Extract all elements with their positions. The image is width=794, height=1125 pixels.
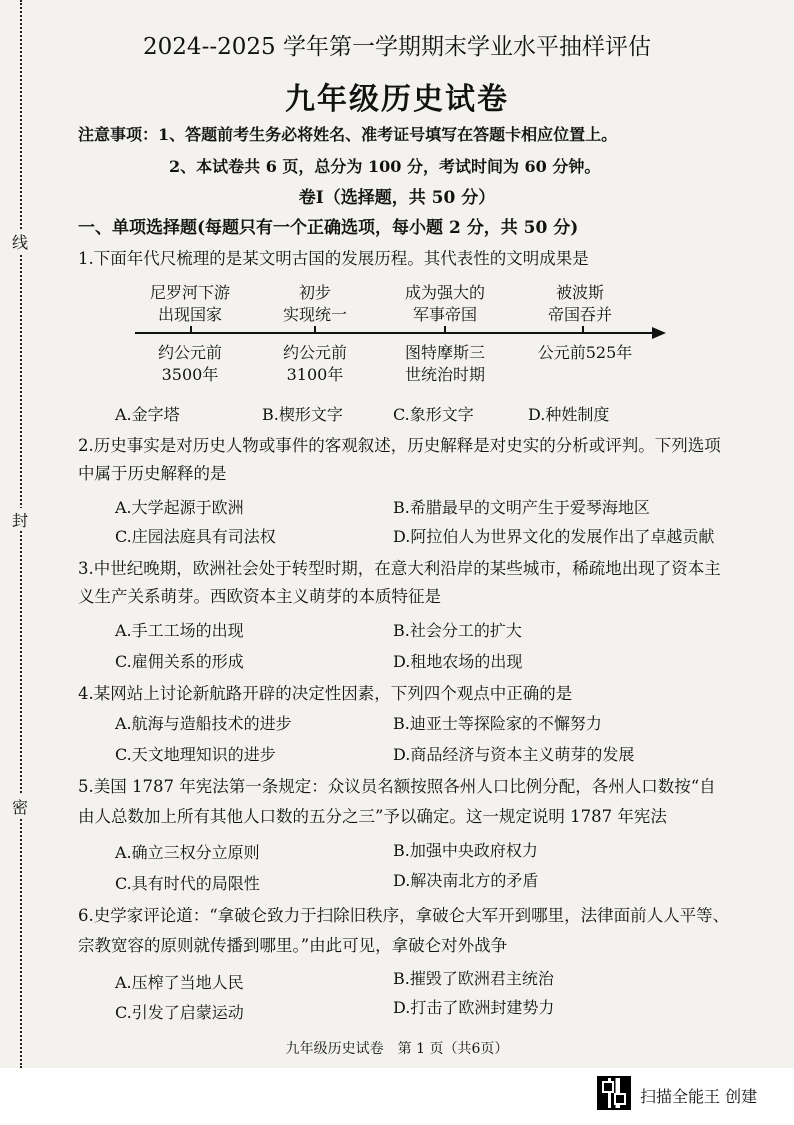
- q2-option-a[interactable]: A.大学起源于欧洲: [115, 498, 244, 517]
- page-footer: 九年级历史试卷 第 1 页（共6页）: [285, 1041, 509, 1057]
- binding-char-mi: 密: [10, 795, 30, 818]
- timeline-tick: [314, 326, 316, 333]
- exam-subtitle: 九年级历史试卷: [285, 82, 509, 117]
- timeline-event-3-label: 成为强大的 军事帝国: [404, 283, 485, 324]
- q6-option-d[interactable]: D.打击了欧洲封建势力: [393, 998, 555, 1017]
- timeline-event-4-label: 被波斯 帝国吞并: [547, 283, 612, 324]
- q6-option-b[interactable]: B.摧毁了欧洲君主统治: [393, 969, 554, 988]
- q4-option-c[interactable]: C.天文地理知识的进步: [115, 745, 276, 764]
- q5-option-b[interactable]: B.加强中央政府权力: [393, 841, 538, 860]
- q1-option-d[interactable]: D.种姓制度: [528, 405, 610, 424]
- q2-option-b[interactable]: B.希腊最早的文明产生于爱琴海地区: [393, 498, 650, 517]
- notice-line-2: 2、本试卷共 6 页，总分为 100 分，考试时间为 60 分钟。: [169, 157, 601, 176]
- timeline-tick: [190, 326, 192, 333]
- section-title: 一、单项选择题(每题只有一个正确选项，每小题 2 分，共 50 分): [78, 218, 579, 238]
- timeline-event-1-label: 尼罗河下游 出现国家: [149, 283, 230, 324]
- question-5-stem-line-1: 5.美国 1787 年宪法第一条规定：众议员名额按照各州人口比例分配，各州人口数按“自: [78, 777, 716, 796]
- scanner-watermark: 扫描全能王 创建: [640, 1087, 758, 1106]
- question-4-stem: 4.某网站上讨论新航路开辟的决定性因素，下列四个观点中正确的是: [78, 684, 573, 703]
- q1-option-b[interactable]: B.楔形文字: [262, 405, 343, 424]
- q2-option-c[interactable]: C.庄园法庭具有司法权: [115, 527, 276, 546]
- q6-option-a[interactable]: A.压榨了当地人民: [115, 973, 244, 992]
- binding-char-feng: 封: [10, 508, 30, 531]
- q5-option-a[interactable]: A.确立三权分立原则: [115, 843, 260, 862]
- notice-line-1: 注意事项：1、答题前考生务必将姓名、准考证号填写在答题卡相应位置上。: [78, 125, 618, 144]
- q3-option-c[interactable]: C.雇佣关系的形成: [115, 652, 244, 671]
- q3-option-d[interactable]: D.租地农场的出现: [393, 652, 523, 671]
- question-1-stem: 1.下面年代尺梳理的是某文明古国的发展历程。其代表性的文明成果是: [78, 249, 589, 268]
- timeline-event-2-date: 约公元前 3100年: [282, 343, 347, 384]
- binding-margin: [0, 0, 40, 1068]
- q1-option-c[interactable]: C.象形文字: [393, 405, 474, 424]
- binding-char-xian: 线: [10, 230, 30, 253]
- timeline-event-2-label: 初步 实现统一: [282, 283, 347, 324]
- question-2-stem-line-2: 中属于历史解释的是: [78, 464, 227, 483]
- timeline-event-1-date: 约公元前 3500年: [157, 343, 222, 384]
- question-2-stem-line-1: 2.历史事实是对历史人物或事件的客观叙述，历史解释是对史实的分析或评判。下列选项: [78, 436, 721, 455]
- timeline-arrow-icon: [652, 327, 666, 339]
- exam-title: 2024--2025 学年第一学期期末学业水平抽样评估: [143, 34, 651, 60]
- q5-option-d[interactable]: D.解决南北方的矛盾: [393, 871, 539, 890]
- timeline-event-4-date: 公元前525年: [537, 343, 633, 362]
- q3-option-a[interactable]: A.手工工场的出现: [115, 621, 244, 640]
- part-title: 卷Ⅰ（选择题，共 50 分）: [298, 188, 496, 208]
- q6-option-c[interactable]: C.引发了启蒙运动: [115, 1003, 244, 1022]
- q5-option-c[interactable]: C.具有时代的局限性: [115, 874, 260, 893]
- question-3-stem-line-1: 3.中世纪晚期，欧洲社会处于转型时期，在意大利沿岸的某些城市，稀疏地出现了资本主: [78, 559, 721, 578]
- timeline-axis: [135, 332, 655, 334]
- binding-dotted-line: [20, 0, 22, 1068]
- timeline-tick: [582, 326, 584, 333]
- qr-code-icon: [597, 1076, 631, 1110]
- timeline-tick: [444, 326, 446, 333]
- question-6-stem-line-1: 6.史学家评论道：“拿破仑致力于扫除旧秩序，拿破仑大军开到哪里，法律面前人人平等、: [78, 906, 730, 925]
- q1-option-a[interactable]: A.金字塔: [115, 405, 180, 424]
- question-5-stem-line-2: 由人总数加上所有其他人口数的五分之三”予以确定。这一规定说明 1787 年宪法: [78, 807, 667, 826]
- timeline-event-3-date: 图特摩斯三 世统治时期: [404, 343, 485, 384]
- q4-option-b[interactable]: B.迪亚士等探险家的不懈努力: [393, 714, 602, 733]
- q4-option-a[interactable]: A.航海与造船技术的进步: [115, 714, 292, 733]
- q2-option-d[interactable]: D.阿拉伯人为世界文化的发展作出了卓越贡献: [393, 527, 715, 546]
- q4-option-d[interactable]: D.商品经济与资本主义萌芽的发展: [393, 745, 635, 764]
- question-3-stem-line-2: 义生产关系萌芽。西欧资本主义萌芽的本质特征是: [78, 587, 441, 606]
- q3-option-b[interactable]: B.社会分工的扩大: [393, 621, 522, 640]
- question-6-stem-line-2: 宗教宽容的原则就传播到哪里。”由此可见，拿破仑对外战争: [78, 936, 508, 955]
